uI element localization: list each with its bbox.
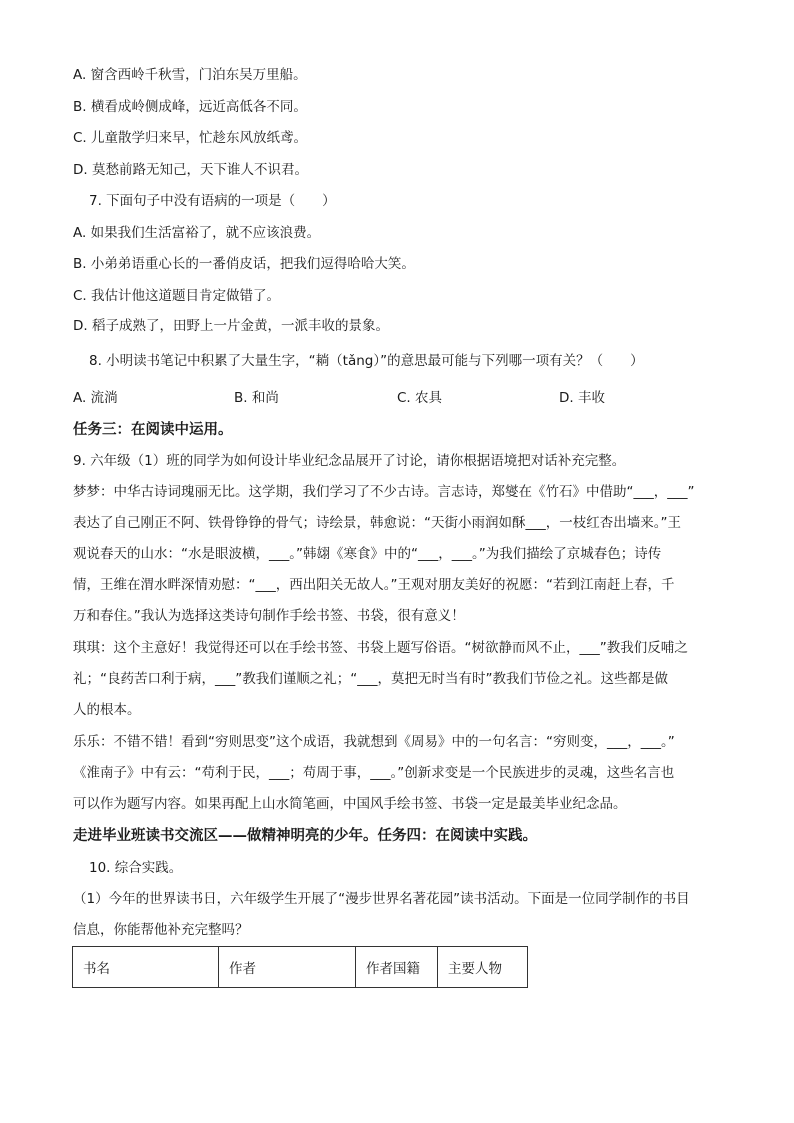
q8-option-d: D. 丰收 xyxy=(559,390,605,406)
q7-option-a: A. 如果我们生活富裕了，就不应该浪费。 xyxy=(73,225,321,241)
q7-stem: 7. 下面句子中没有语病的一项是（ ） xyxy=(89,193,336,209)
q9-stem: 9. 六年级（1）班的同学为如何设计毕业纪念品展开了讨论，请你根据语境把对话补充完整。 xyxy=(73,453,626,469)
book-info-table xyxy=(72,946,528,988)
q6-option-a: A. 窗含西岭千秋雪，门泊东吴万里船。 xyxy=(73,67,307,83)
q9-line: 表达了自己刚正不阿、铁骨铮铮的骨气；诗绘景，韩愈说：“天街小雨润如酥___，一枝红杏出墙来。”王 xyxy=(73,515,681,531)
q9-line: 观说春天的山水：“水是眼波横，___。”韩翃《寒食》中的“___，___。”为我们描绘了京城春色；诗传 xyxy=(73,546,662,562)
q6-option-c: C. 儿童散学归来早，忙趁东风放纸鸢。 xyxy=(73,130,308,146)
q8-option-c: C. 农具 xyxy=(397,390,443,406)
q10-sub1-line2: 信息，你能帮他补充完整吗？ xyxy=(73,922,249,938)
q9-line: 情，王维在渭水畔深情劝慰：“___，西出阳关无故人。”王观对朋友美好的祝愿：“若到江南赶上春，千 xyxy=(73,577,675,593)
q9-line: 琪琪：这个主意好！我觉得还可以在手绘书签、书袋上题写俗语。“树欲静而风不止，___”教我们反哺之 xyxy=(73,640,688,656)
table-header-row xyxy=(73,947,528,988)
q7-option-c: C. 我估计他这道题目肯定做错了。 xyxy=(73,288,281,304)
q9-line: 可以作为题写内容。如果再配上山水简笔画，中国风手绘书签、书袋一定是最美毕业纪念品。 xyxy=(73,796,627,812)
q10-stem: 10. 综合实践。 xyxy=(89,860,183,876)
header-book-title: 书名 xyxy=(73,947,219,988)
q8-option-b: B. 和尚 xyxy=(234,390,279,406)
q8-options xyxy=(73,388,733,408)
q9-line: 万和春住。”我认为选择这类诗句制作手绘书签、书袋，很有意义！ xyxy=(73,608,465,624)
q7-option-b: B. 小弟弟语重心长的一番俏皮话，把我们逗得哈哈大笑。 xyxy=(73,256,415,272)
q7-option-d: D. 稻子成熟了，田野上一片金黄，一派丰收的景象。 xyxy=(73,318,389,334)
q9-line: 《淮南子》中有云：“苟利于民，___；苟周于事，___。”创新求变是一个民族进步的灵魂，这些名言也 xyxy=(73,765,675,781)
q9-line: 乐乐：不错不错！看到“穷则思变”这个成语，我就想到《周易》中的一句名言：“穷则变，___，___。” xyxy=(73,734,675,750)
header-main-characters: 主要人物 xyxy=(438,947,528,988)
q9-line: 礼；“良药苦口利于病，___”教我们谨顺之礼；“___，莫把无时当有时”教我们节俭之礼。这些都是做 xyxy=(73,671,668,687)
q8-stem: 8. 小明读书笔记中积累了大量生字，“耥（tǎng）”的意思最可能与下列哪一项有关？（ ） xyxy=(89,353,644,369)
q10-sub1-line1: （1）今年的世界读书日，六年级学生开展了“漫步世界名著花园”读书活动。下面是一位同学制作的书目 xyxy=(73,891,690,907)
header-author: 作者 xyxy=(219,947,356,988)
q9-line: 梦梦：中华古诗词瑰丽无比。这学期，我们学习了不少古诗。言志诗，郑燮在《竹石》中借助“___，___” xyxy=(73,484,695,500)
header-author-nationality: 作者国籍 xyxy=(356,947,438,988)
q8-option-a: A. 流淌 xyxy=(73,390,118,406)
q6-option-d: D. 莫愁前路无知己，天下谁人不识君。 xyxy=(73,162,308,178)
q9-line: 人的根本。 xyxy=(73,702,141,718)
task4-heading: 走进毕业班读书交流区——做精神明亮的少年。任务四：在阅读中实践。 xyxy=(73,828,537,844)
q6-option-b: B. 横看成岭侧成峰，远近高低各不同。 xyxy=(73,99,307,115)
task3-heading: 任务三：在阅读中运用。 xyxy=(73,422,233,438)
